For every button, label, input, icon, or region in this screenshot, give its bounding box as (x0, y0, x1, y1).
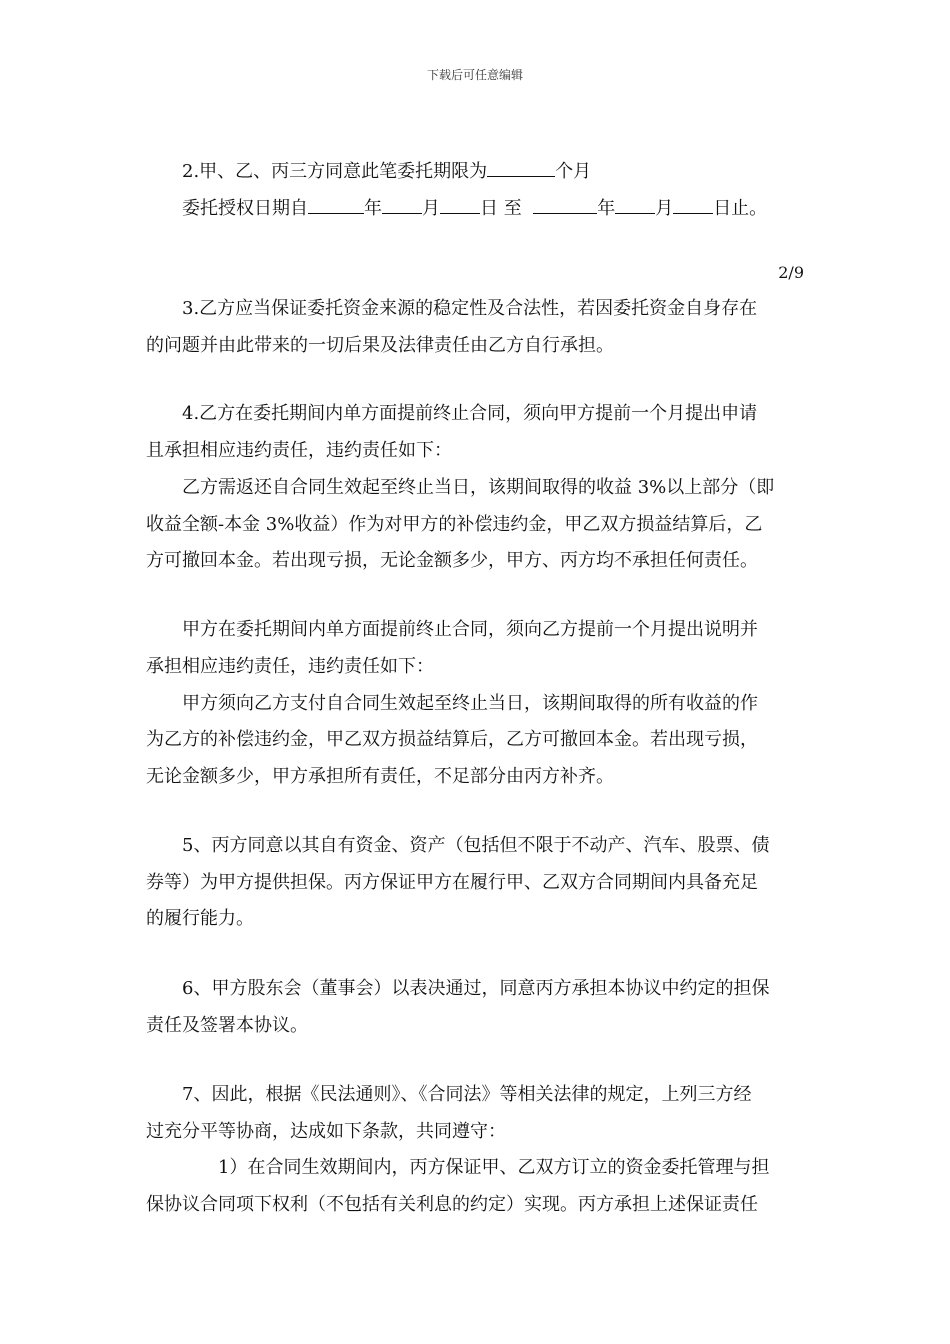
month-label-to: 月 (655, 198, 674, 219)
clause2-text: 2.甲、乙、丙三方同意此笔委托期限为 (182, 161, 488, 182)
clause2-unit: 个月 (555, 161, 592, 182)
clause4b-line: 甲方在委托期间内单方面提前终止合同，须向乙方提前一个月提出说明并 (182, 619, 758, 640)
clause4-line: 乙方需返还自合同生效起至终止当日，该期间取得的收益 3%以上部分（即 (182, 477, 775, 498)
clause7-line: 保协议合同项下权利（不包括有关利息的约定）实现。丙方承担上述保证责任 (146, 1194, 758, 1215)
clause5-line: 5、丙方同意以其自有资金、资产（包括但不限于不动产、汽车、股票、债 (182, 835, 770, 856)
clause4b-line: 承担相应违约责任，违约责任如下： (146, 656, 434, 677)
month-label-from: 月 (422, 198, 440, 219)
clause4-line: 收益全额-本金 3%收益）作为对甲方的补偿违约金，甲乙双方损益结算后，乙 (146, 514, 763, 535)
clause6-line: 责任及签署本协议。 (146, 1015, 308, 1036)
blank-month-to (615, 197, 655, 214)
clause5-line: 的履行能力。 (146, 908, 254, 929)
clause5-line: 券等）为甲方提供担保。丙方保证甲方在履行甲、乙双方合同期间内具备充足 (146, 872, 758, 893)
clause7-line: 7、因此，根据《民法通则》、《合同法》等相关法律的规定，上列三方经 (182, 1084, 752, 1105)
header-note: 下载后可任意编辑 (426, 68, 523, 82)
clause6-line: 6、甲方股东会（董事会）以表决通过，同意丙方承担本协议中约定的担保 (182, 978, 770, 999)
blank-month-from (382, 197, 422, 214)
blank-year-from (308, 197, 364, 214)
blank-day-from (440, 197, 480, 214)
clause4b-line: 甲方须向乙方支付自合同生效起至终止当日，该期间取得的所有收益的作 (182, 693, 758, 714)
clause4-line: 4.乙方在委托期间内单方面提前终止合同，须向甲方提前一个月提出申请 (182, 403, 758, 424)
clause4b-line: 为乙方的补偿违约金，甲乙双方损益结算后，乙方可撤回本金。若出现亏损， (146, 729, 758, 750)
year-label-to: 年 (597, 198, 616, 219)
blank-months (487, 160, 555, 177)
page-number: 2/9 (778, 263, 804, 282)
clause7-line: 过充分平等协商，达成如下条款，共同遵守： (146, 1121, 506, 1142)
day-label-to: 日止。 (713, 198, 768, 219)
clause2-line1 (182, 160, 591, 184)
clause2-line2 (182, 197, 767, 221)
clause4b-line: 无论金额多少，甲方承担所有责任，不足部分由丙方补齐。 (146, 766, 614, 787)
clause3-line: 3.乙方应当保证委托资金来源的稳定性及合法性，若因委托资金自身存在 (182, 298, 758, 319)
clause7-line: 1）在合同生效期间内，丙方保证甲、乙双方订立的资金委托管理与担 (218, 1157, 770, 1178)
date-from-label: 委托授权日期自 (182, 198, 308, 219)
day-label-from: 日 至 (480, 198, 528, 219)
clause3-line: 的问题并由此带来的一切后果及法律责任由乙方自行承担。 (146, 335, 614, 356)
blank-day-to (673, 197, 713, 214)
clause4-line: 方可撤回本金。若出现亏损，无论金额多少，甲方、丙方均不承担任何责任。 (146, 550, 758, 571)
blank-year-to (533, 197, 597, 214)
clause4-line: 且承担相应违约责任，违约责任如下： (146, 440, 452, 461)
year-label-from: 年 (364, 198, 382, 219)
